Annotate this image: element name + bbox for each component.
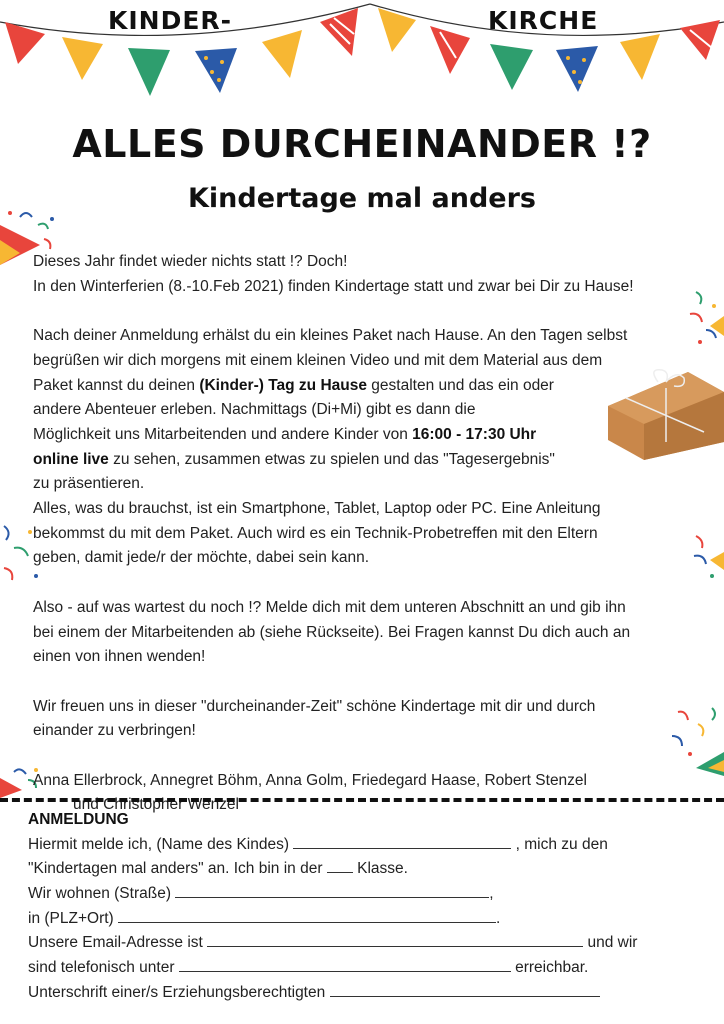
flag-red (680, 20, 720, 60)
form-heading: ANMELDUNG (28, 811, 129, 828)
cut-line-divider (0, 798, 724, 802)
paragraph-3-line-1: Also - auf was wartest du noch !? Melde dich mit dem unteren Abschnitt an und gib ihn (33, 598, 626, 616)
header-word-kirche: KIRCHE (488, 6, 599, 35)
paragraph-3-line-3: einen von ihnen wenden! (33, 648, 206, 666)
intro-line-1: Dieses Jahr findet wieder nichts statt !? Doch! (33, 253, 348, 270)
bold-time: 16:00 - 17:30 Uhr (412, 425, 537, 443)
phone-field[interactable] (179, 957, 511, 972)
signature-field[interactable] (330, 982, 600, 997)
street-field[interactable] (175, 883, 489, 898)
flag-blue (556, 46, 598, 92)
signature-line-2: und Christopher Wenzel (73, 796, 239, 814)
flag-green (128, 48, 170, 96)
paragraph-4-line-1: Wir freuen uns in dieser "durcheinander-Zeit" schöne Kindertage mit dir und durch (33, 697, 596, 715)
paragraph-3-line-2: bei einem der Mitarbeitenden ab (siehe Rückseite). Bei Fragen kannst Du dich auch an (33, 623, 631, 641)
flag-yellow (620, 34, 660, 80)
child-name-field[interactable] (293, 834, 511, 849)
form-row-email: Unsere Email-Adresse ist und wir (28, 934, 638, 952)
bold-phrase: (Kinder-) Tag zu Hause (199, 376, 367, 394)
paragraph-2-line-2: begrüßen wir dich morgens mit einem kleinen Video und mit dem Material aus dem (33, 351, 603, 369)
body-text (33, 250, 713, 818)
form-row-city: in (PLZ+Ort) . (28, 909, 501, 927)
page-title: ALLES DURCHEINANDER !? (72, 122, 652, 166)
form-row-name: Hiermit melde ich, (Name des Kindes) , mich zu den (28, 835, 608, 853)
paragraph-4-line-2: einander zu verbringen! (33, 722, 196, 740)
paragraph-2-line-3: Paket kannst du deinen (Kinder-) Tag zu Hause gestalten und das ein oder (33, 376, 554, 394)
form-row-phone: sind telefonisch unter erreichbar. (28, 959, 589, 977)
registration-form (28, 808, 718, 1006)
paragraph-2-line-8: Alles, was du brauchst, ist ein Smartphone, Tablet, Laptop oder PC. Eine Anleitung (33, 500, 601, 518)
paragraph-2-line-10: geben, damit jede/r der möchte, dabei sein kann. (33, 549, 370, 567)
paragraph-2-line-6: online live zu sehen, zusammen etwas zu spielen und das "Tagesergebnis" (33, 450, 555, 468)
form-row-class: "Kindertagen mal anders" an. Ich bin in der Klasse. (28, 860, 408, 878)
paragraph-2-line-9: bekommst du mit dem Paket. Auch wird es ein Technik-Probetreffen mit den Eltern (33, 524, 598, 542)
paragraph-2-line-7: zu präsentieren. (33, 475, 145, 493)
paragraph-2-line-1: Nach deiner Anmeldung erhälst du ein kleines Paket nach Hause. An den Tagen selbst (33, 327, 628, 345)
city-field[interactable] (118, 908, 496, 923)
bold-online-live: online live (33, 450, 109, 468)
email-field[interactable] (207, 932, 583, 947)
header-word-kinder: KINDER- (108, 6, 233, 35)
paragraph-2-line-4: andere Abenteuer erleben. Nachmittags (Di+Mi) gibt es dann die (33, 401, 476, 419)
flag-yellow (62, 37, 103, 80)
form-row-street: Wir wohnen (Straße) , (28, 885, 494, 903)
flag-blue (195, 48, 237, 93)
flag-green (490, 44, 533, 90)
form-row-signature: Unterschrift einer/s Erziehungsberechtigten (28, 981, 718, 1006)
paragraph-2-line-5: Möglichkeit uns Mitarbeitenden und andere Kinder von 16:00 - 17:30 Uhr (33, 425, 537, 443)
flag-yellow (262, 30, 302, 78)
signature-line-1: Anna Ellerbrock, Annegret Böhm, Anna Golm, Friedegard Haase, Robert Stenzel (33, 771, 587, 789)
intro-line-2: In den Winterferien (8.-10.Feb 2021) finden Kindertage statt und zwar bei Dir zu Hause! (33, 277, 634, 295)
page-subtitle: Kindertage mal anders (188, 183, 536, 214)
class-field[interactable] (327, 858, 353, 873)
